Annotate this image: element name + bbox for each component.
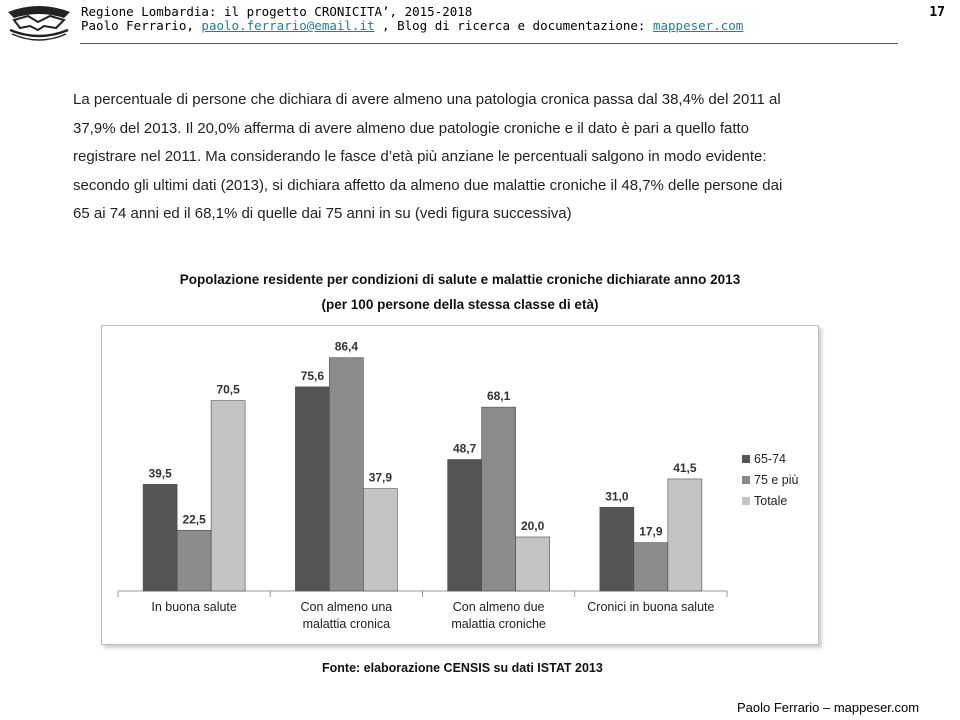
- legend-swatch: [742, 476, 750, 484]
- header-author-line: [81, 19, 743, 33]
- bar-chart: [102, 326, 818, 644]
- body-paragraph: [73, 86, 873, 229]
- category-label: Cronici in buona salute: [587, 600, 715, 614]
- chart-frame: [101, 325, 819, 645]
- paragraph-line: 65 ai 74 anni ed il 68,1% di quelle dai 75 anni in su (vedi figura successiva): [73, 205, 572, 222]
- bar: [516, 537, 550, 591]
- category-label: malattia cronica: [302, 617, 391, 631]
- paragraph-line: 37,9% del 2013. Il 20,0% afferma di avere almeno due patologie croniche e il dato è pari a quello fatto: [73, 119, 750, 137]
- email-link[interactable]: paolo.ferrario@email.it: [201, 18, 375, 33]
- page-number: 17: [929, 5, 945, 20]
- data-label: 17,9: [639, 524, 663, 539]
- bar: [143, 484, 177, 591]
- bar: [295, 387, 329, 591]
- paragraph-line: registrare nel 2011. Ma considerando le fasce d’età più anziane le percentuali salgono in modo evidente:: [73, 148, 767, 165]
- bar: [482, 407, 516, 591]
- legend-swatch: [742, 455, 750, 463]
- paragraph-line: La percentuale di persone che dichiara di avere almeno una patologia cronica passa dal 38,4% del 2011 al: [73, 91, 781, 108]
- header-title: Regione Lombardia: il progetto CRONICITA’, 2015-2018: [81, 4, 473, 19]
- data-label: 75,6: [300, 368, 325, 383]
- data-label: 37,9: [368, 470, 393, 485]
- chart-source: Fonte: elaborazione CENSIS su dati ISTAT 2013: [322, 661, 603, 675]
- footer: Paolo Ferrario – mappeser.com: [737, 700, 920, 715]
- bar: [363, 489, 397, 591]
- logo-icon: [4, 2, 74, 42]
- data-label: 22,5: [182, 512, 206, 527]
- data-label: 41,5: [673, 460, 697, 475]
- category-label: Con almeno una: [300, 600, 393, 614]
- bar: [668, 479, 702, 591]
- data-label: 68,1: [486, 389, 511, 404]
- data-label: 86,4: [334, 339, 359, 354]
- bar: [177, 530, 211, 591]
- chart-subtitle: (per 100 persone della stessa classe di età): [321, 297, 599, 312]
- category-label: malattia croniche: [451, 617, 546, 631]
- bar: [634, 543, 668, 591]
- legend-label: 75 e più: [754, 473, 799, 487]
- bar: [600, 507, 634, 591]
- header-divider: [80, 43, 898, 44]
- bar: [329, 358, 363, 591]
- data-label: 39,5: [148, 466, 172, 481]
- data-label: 70,5: [216, 382, 240, 397]
- data-label: 20,0: [520, 519, 545, 533]
- author-name: Paolo Ferrario,: [81, 18, 202, 33]
- category-label: Con almeno due: [452, 600, 545, 614]
- legend-label: 65-74: [754, 452, 786, 466]
- bar: [211, 401, 245, 591]
- legend-swatch: [742, 497, 750, 505]
- category-label: In buona salute: [151, 600, 237, 614]
- legend-label: Totale: [754, 494, 788, 508]
- chart-title: Popolazione residente per condizioni di salute e malattie croniche dichiarate anno 2013: [179, 272, 741, 287]
- blog-label: , Blog di ricerca e documentazione:: [374, 18, 653, 33]
- site-link[interactable]: mappeser.com: [652, 18, 744, 33]
- bar: [448, 460, 482, 591]
- header: [81, 5, 743, 33]
- data-label: 31,0: [605, 489, 629, 504]
- paragraph-line: secondo gli ultimi dati (2013), si dichiara affetto da almeno due malattie croniche il 48,7% delle persone dai: [73, 176, 783, 194]
- data-label: 48,7: [452, 441, 477, 456]
